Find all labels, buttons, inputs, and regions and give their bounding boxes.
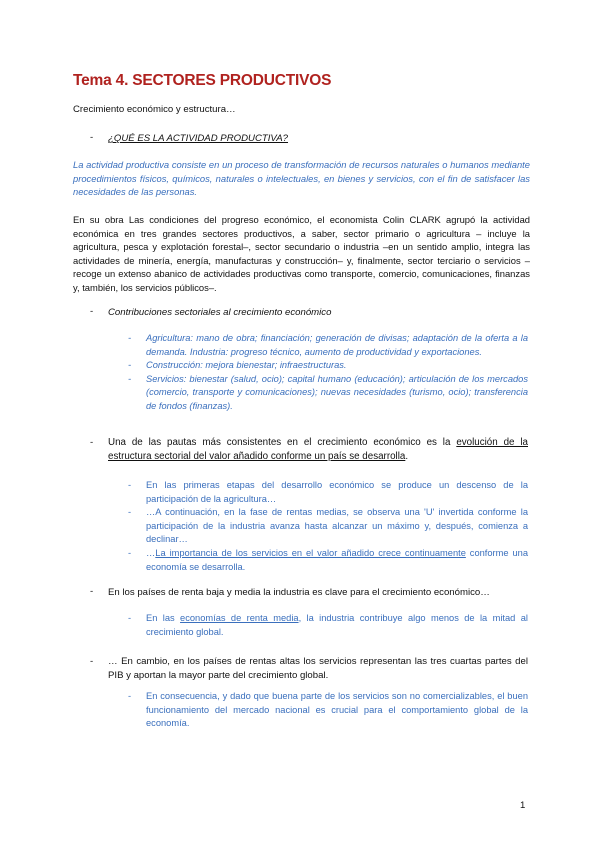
clark-paragraph: En su obra Las condiciones del progreso económico, el economista Colin CLARK agrupó la actividad económica en tres grandes sectores productivos, a saber, sector primario o agricultura – incluye la agricultura, pesca y explotación forestal–, sector secundario o industria –en un sentido amplio, integra las actividades de minería, energía, manufacturas y construcción– y, finalmente, sector terciario o servicios –recoge un extenso abanico de actividades productivas como transporte, comercio, comunicaciones, finanzas y, también, los servicios públicos–. — [73, 214, 530, 293]
bullet-dash: - — [128, 333, 132, 343]
list-item — [128, 479, 528, 506]
bullet-dash: - — [128, 507, 132, 518]
pautas-list — [128, 479, 528, 574]
bullet-dash: - — [128, 613, 132, 623]
list-item — [128, 332, 528, 359]
list-item-post: , la industria contribuye algo menos de la mitad al crecimiento global. — [146, 613, 528, 637]
list-item-pre: En las — [146, 613, 181, 623]
list-item-pre: … — [146, 547, 156, 558]
list-item — [128, 690, 528, 731]
bullet-dash: - — [128, 691, 132, 701]
bullet-dash: - — [90, 586, 94, 597]
bullet-dash: - — [128, 373, 132, 384]
contrib-list — [128, 332, 528, 414]
question-heading: ¿QUÉ ES LA ACTIVIDAD PRODUCTIVA? — [108, 133, 289, 144]
list-item — [128, 359, 528, 373]
renta-alta-list — [128, 690, 528, 731]
renta-media-link[interactable]: economías de renta media — [180, 613, 299, 623]
renta-baja-paragraph: En los países de renta baja y media la industria es clave para el crecimiento económico… — [108, 587, 490, 598]
bullet-dash: - — [90, 656, 94, 667]
list-item-text: Agricultura: mano de obra; financiación; generación de divisas; adaptación de la oferta a la demanda. Industria: progreso técnico, aumento de productividad y exportaciones. — [146, 333, 528, 357]
pautas-end: . — [405, 451, 409, 462]
page-number: 1 — [520, 800, 526, 811]
bullet-dash: - — [90, 437, 94, 448]
renta-alta-paragraph: … En cambio, en los países de rentas altas los servicios representan las tres cuartas partes del PIB y aportan la mayor parte del crecimiento global. — [108, 656, 528, 681]
bullet-dash: - — [128, 360, 132, 371]
servicios-link[interactable]: La importancia de los servicios en el valor añadido crece continuamente — [155, 547, 466, 558]
list-item — [128, 373, 528, 414]
bullet-dash: - — [128, 547, 132, 558]
list-item-text: …A continuación, en la fase de rentas medias, se observa una 'U' invertida conforme la participación de la industria avanza hasta alcanzar un máximo y, después, comienza a declinar… — [146, 507, 528, 545]
list-item — [128, 547, 528, 574]
list-item-text: En consecuencia, y dado que buena parte de los servicios son no comercializables, el buen funcionamiento del mercado nacional es crucial para el comportamiento global de la economía. — [146, 691, 528, 729]
pautas-underlined: evolución de la estructura sectorial del valor añadido conforme un país se desarrolla — [108, 437, 528, 462]
list-item — [128, 506, 528, 547]
list-item — [128, 612, 528, 639]
subtitle: Crecimiento económico y estructura… — [73, 104, 236, 115]
list-item-text: Construcción: mejora bienestar; infraestructuras. — [146, 360, 347, 371]
renta-baja-list — [128, 612, 528, 639]
pautas-lead: Una de las pautas más consistentes en el crecimiento económico es la — [108, 437, 457, 448]
definition-paragraph: La actividad productiva consiste en un proceso de transformación de recursos naturales o humanos mediante procedimientos físicos, químicos, naturales o intelectuales, en bienes y servicios, con el fin de satisfacer las necesidades de las personas. — [73, 159, 530, 198]
bullet-dash: - — [90, 132, 94, 143]
bullet-dash: - — [90, 306, 94, 317]
pautas-paragraph — [108, 436, 528, 464]
list-item-text: Servicios: bienestar (salud, ocio); capital humano (educación); articulación de los mercados (comercio, transporte y comunicaciones); nuevas necesidades (turismo, ocio); transferencia de fondos (finanzas). — [146, 373, 528, 411]
list-item-text: En las primeras etapas del desarrollo económico se produce un descenso de la participación de la agricultura… — [146, 480, 528, 504]
list-item-post: conforme una economía se desarrolla. — [146, 547, 528, 572]
contrib-heading: Contribuciones sectoriales al crecimiento económico — [108, 307, 332, 318]
bullet-dash: - — [128, 480, 132, 490]
page-title: Tema 4. SECTORES PRODUCTIVOS — [73, 72, 332, 89]
